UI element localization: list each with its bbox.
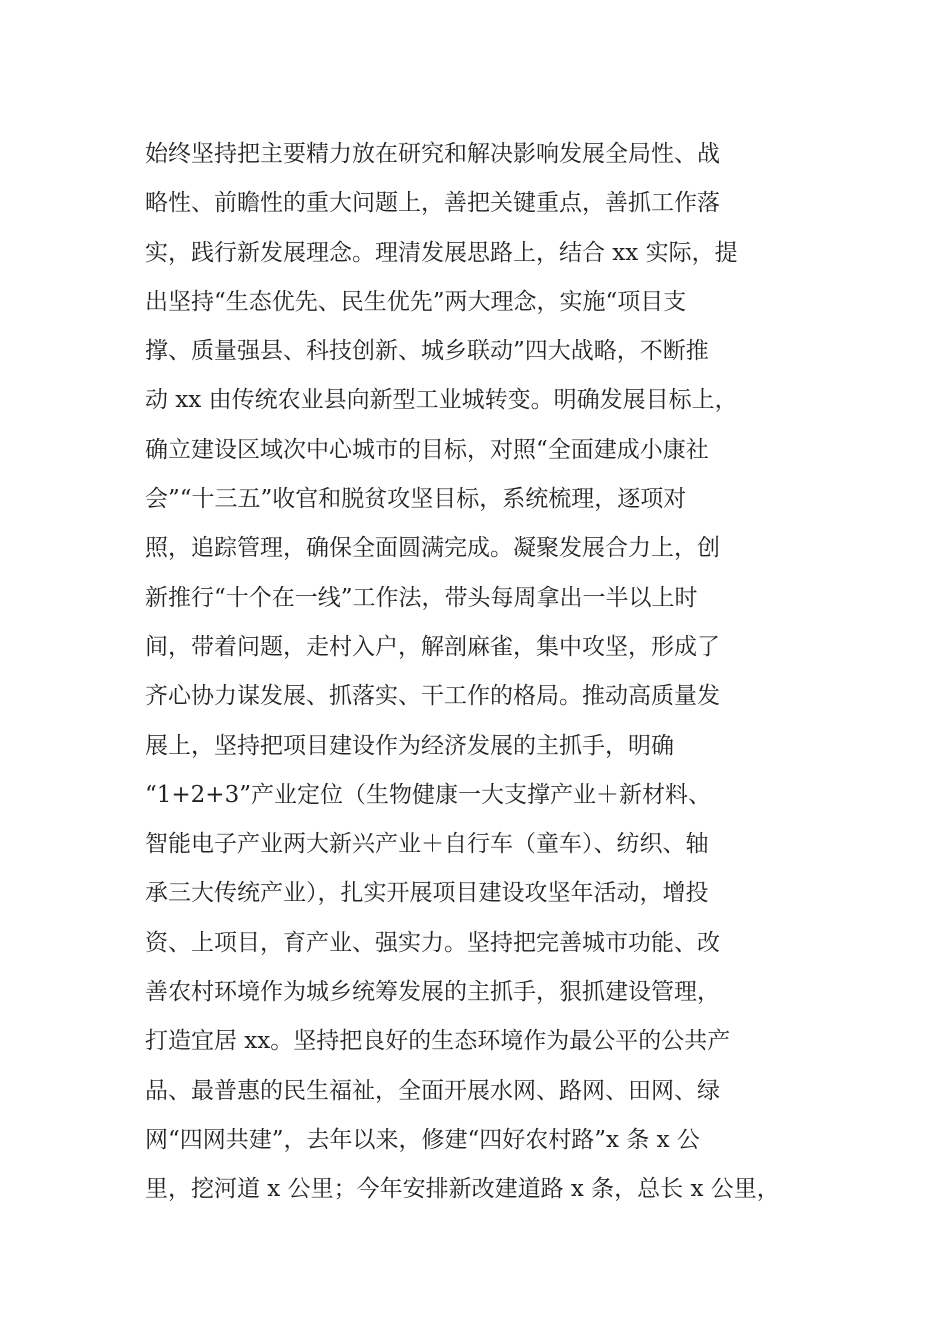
text-line-21: 网“四网共建”，去年以来，修建“四好农村路”x 条 x 公 (145, 1126, 700, 1153)
text-line-22: 里，挖河道 x 公里；今年安排新改建道路 x 条，总长 x 公里， (145, 1176, 780, 1203)
text-line-12: 齐心协力谋发展、抓落实、干工作的格局。推动高质量发 (145, 683, 720, 710)
body-paragraph (145, 130, 825, 1215)
text-line-14: “1+2+3”产业定位（生物健康一大支撑产业＋新材料、 (145, 781, 711, 808)
text-line-18: 善农村环境作为城乡统筹发展的主抓手，狠抓建设管理， (145, 979, 720, 1006)
text-line-19: 打造宜居 xx。坚持把良好的生态环境作为最公平的公共产 (145, 1028, 731, 1055)
text-line-16: 承三大传统产业），扎实开展项目建设攻坚年活动，增投 (145, 880, 709, 907)
text-line-6: 动 xx 由传统农业县向新型工业城转变。明确发展目标上， (145, 387, 738, 414)
text-line-9: 照，追踪管理，确保全面圆满完成。凝聚发展合力上，创 (145, 535, 720, 562)
text-line-17: 资、上项目，育产业、强实力。坚持把完善城市功能、改 (145, 929, 720, 956)
text-line-4: 出坚持“生态优先、民生优先”两大理念，实施“项目支 (145, 288, 687, 315)
text-line-2: 略性、前瞻性的重大问题上，善把关键重点，善抓工作落 (145, 190, 720, 217)
text-line-5: 撑、质量强县、科技创新、城乡联动”四大战略，不断推 (145, 338, 709, 365)
text-line-3: 实，践行新发展理念。理清发展思路上，结合 xx 实际，提 (145, 239, 738, 266)
text-line-13: 展上，坚持把项目建设作为经济发展的主抓手，明确 (145, 732, 674, 759)
text-line-15: 智能电子产业两大新兴产业＋自行车（童车）、纺织、轴 (145, 831, 709, 858)
text-line-8: 会”“十三五”收官和脱贫攻坚目标，系统梳理，逐项对 (145, 486, 687, 513)
text-line-1: 始终坚持把主要精力放在研究和解决影响发展全局性、战 (145, 141, 720, 167)
text-line-20: 品、最普惠的民生福祉，全面开展水网、路网、田网、绿 (145, 1077, 720, 1104)
text-line-7: 确立建设区域次中心城市的目标，对照“全面建成小康社 (145, 436, 709, 463)
text-line-10: 新推行“十个在一线”工作法，带头每周拿出一半以上时 (145, 584, 698, 611)
text-line-11: 间，带着问题，走村入户，解剖麻雀，集中攻坚，形成了 (145, 633, 720, 660)
